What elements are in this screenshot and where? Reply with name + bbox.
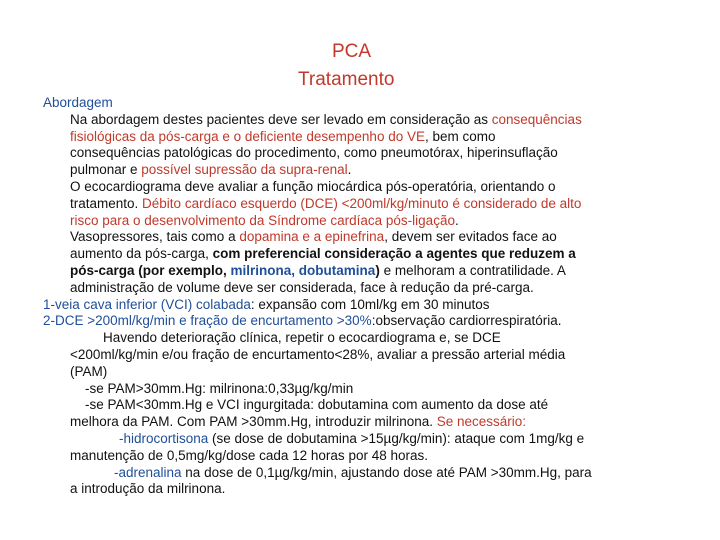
- item-2-line: a introdução da milrinona.: [70, 481, 226, 497]
- item-2-line: -hidrocortisona (se dose de dobutamina >15µg/kg/min): ataque com 1mg/kg e: [119, 430, 585, 446]
- paragraph-3-line: administração de volume deve ser considerada, face à redução da pré-carga.: [70, 279, 534, 295]
- title-line-2: Tratamento: [298, 69, 395, 90]
- item-2-line: melhora da PAM. Com PAM >30mm.Hg, introduzir milrinona. Se necessário:: [70, 414, 527, 430]
- paragraph-1-line: Na abordagem destes pacientes deve ser levado em consideração as consequências: [70, 111, 582, 127]
- item-2-line: <200ml/kg/min e/ou fração de encurtamento<28%, avaliar a pressão arterial média: [70, 346, 566, 362]
- item-2-line: -se PAM>30mm.Hg: milrinona:0,33µg/kg/min: [85, 380, 354, 396]
- item-2-line: manutenção de 0,5mg/kg/dose cada 12 horas por 48 horas.: [70, 447, 428, 463]
- paragraph-2-line: risco para o desenvolvimento da Síndrome cardíaca pós-ligação.: [70, 212, 459, 228]
- paragraph-1-line: consequências patológicas do procedimento, como pneumotórax, hiperinsuflação: [70, 145, 558, 161]
- paragraph-3-line: Vasopressores, tais como a dopamina e a epinefrina, devem ser evitados face ao: [70, 229, 557, 245]
- paragraph-1-line: fisiológicas da pós-carga e o deficiente desempenho do VE, bem como: [70, 128, 496, 144]
- slide-body: [43, 95, 683, 498]
- paragraph-2-line: O ecocardiograma deve avaliar a função miocárdica pós-operatória, orientando o: [70, 178, 556, 194]
- paragraph-2-line: tratamento. Débito cardíaco esquerdo (DCE) <200ml/kg/minuto é considerado de alto: [70, 195, 582, 211]
- item-1: 1-veia cava inferior (VCI) colabada: expansão com 10ml/kg em 30 minutos: [43, 296, 490, 312]
- item-2-line: (PAM): [70, 363, 108, 379]
- paragraph-1-line: pulmonar e possível supressão da supra-renal.: [70, 162, 352, 178]
- item-2-line: -adrenalina na dose de 0,1µg/kg/min, ajustando dose até PAM >30mm.Hg, para: [114, 464, 592, 480]
- paragraph-3-line: aumento da pós-carga, com preferencial consideração a agentes que reduzem a: [70, 246, 576, 262]
- section-heading: Abordagem: [43, 95, 113, 110]
- item-2: 2-DCE >200ml/kg/min e fração de encurtamento >30%:observação cardiorrespiratória.: [43, 313, 562, 329]
- item-2-line: -se PAM<30mm.Hg e VCI ingurgitada: dobutamina com aumento da dose até: [85, 397, 549, 413]
- item-2-line: Havendo deterioração clínica, repetir o ecocardiograma e, se DCE: [103, 330, 501, 346]
- paragraph-3-line: pós-carga (por exemplo, milrinona, dobutamina) e melhoram a contratilidade. A: [70, 262, 566, 278]
